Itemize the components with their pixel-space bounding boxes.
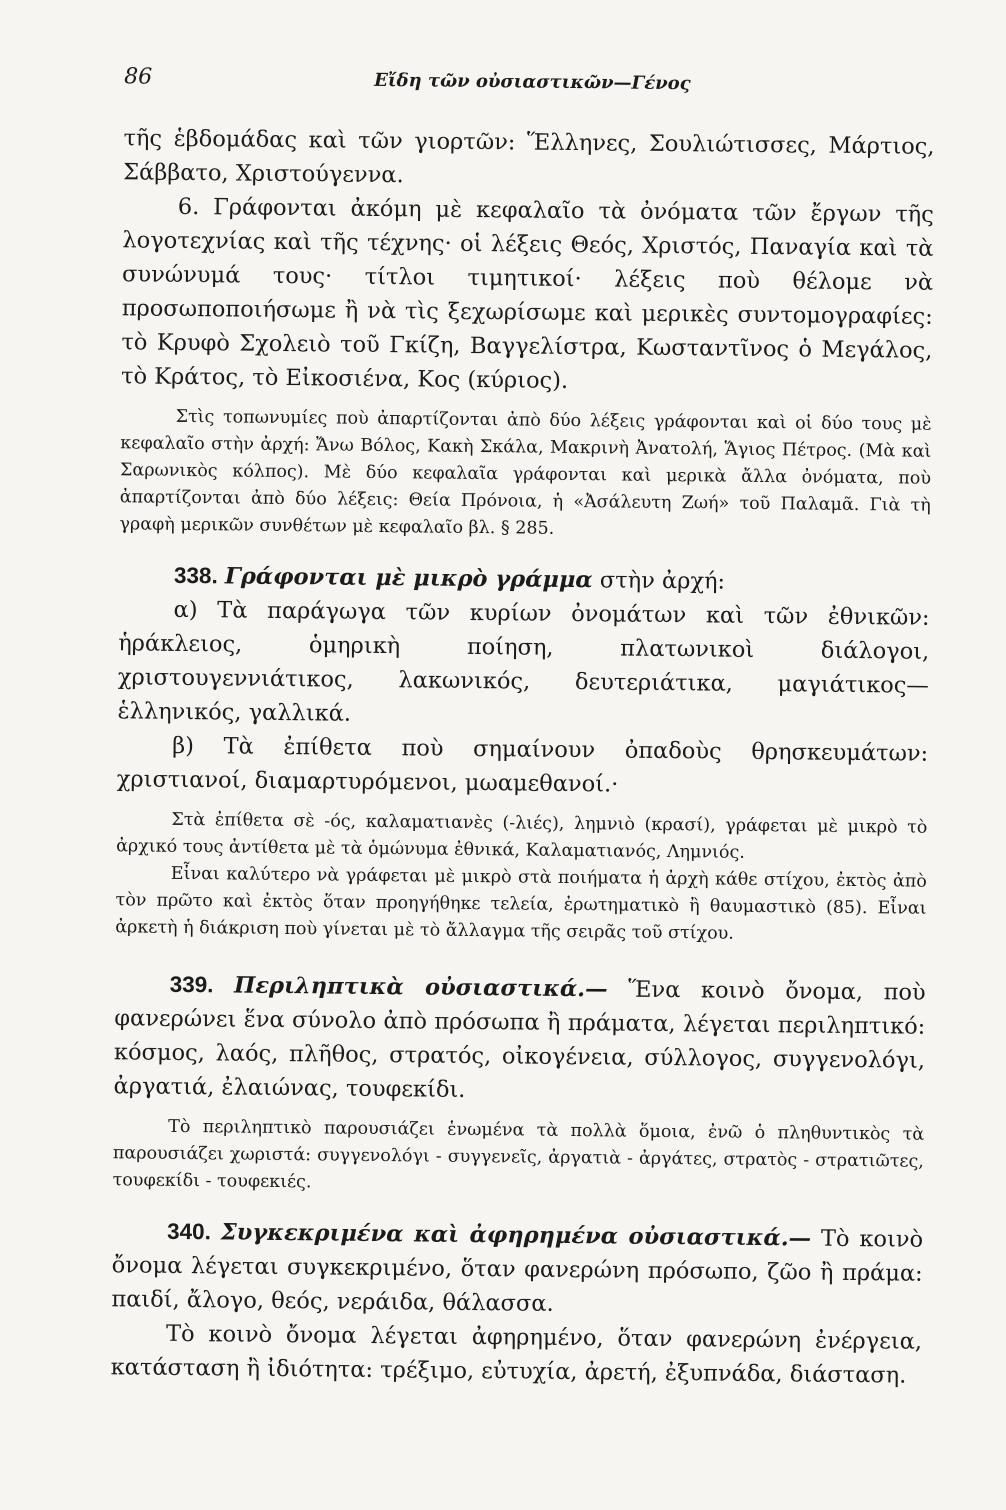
section-339-paragraph [113,967,925,1111]
toponyms-note: Στὶς τοπωνυμίες ποὺ ἀπαρτίζονται ἀπὸ δύο λέξεις γράφονται καὶ οἱ δύο τους μὲ κεφαλαῖο στὴν ἀρχή: Ἄνω Βόλος, Κακὴ Σκάλα, Μακρινὴ Ἀνατολή, Ἅγιος Πέτρος. (Μὰ καὶ Σαρωνικὸς κόλπος). Μὲ δύο κεφαλαῖα γράφονται καὶ μερικὰ ἄλλα ὀνόματα, ποὺ ἀπαρτίζονται ἀπὸ δύο λέξεις: Θεία Πρόνοια, ἡ «Ἀσάλευτη Ζωή» τοῦ Παλαμᾶ. Γιὰ τὴ γραφὴ μερικῶν συνθέτων μὲ κεφαλαῖο βλ. § 285. [119,406,932,539]
section-339-number: 339. [169,971,214,998]
continuation-paragraph: τῆς ἑβδομάδας καὶ τῶν γιορτῶν: Ἕλληνες, Σουλιώτισσες, Μάρτιος, Σάββατο, Χριστούγεννα. [123,125,935,189]
collective-note: Τὸ περιληπτικὸ παρουσιάζει ἑνωμένα τὰ πολλὰ ὅμοια, ἐνῶ ὁ πληθυντικὸς τὰ παρουσιάζει χωριστά: συγγενολόγι - συγγενεῖς, ἀργατιὰ - ἀργάτες, στρατὸς - στρατιῶτες, τουφεκίδι - τουφεκιές. [112,1116,925,1193]
section-338-rest: στὴν ἀρχή: [599,567,726,595]
section-338-number: 338. [173,562,218,589]
adjectives-note: Στὰ ἐπίθετα σὲ -ός, καλαματιανὲς (-λιές), λημνιὸ (κρασί), γράφεται μὲ μικρὸ τὸ ἀρχικό τους ἀντίθετα μὲ τὰ ὁμώνυμα ἐθνικά, Καλαματιανός, Λημνιός. [116,809,928,863]
section-338-item-b: β) Τὰ ἐπίθετα ποὺ σημαίνουν ὀπαδοὺς θρησκευμάτων: χριστιανοί, διαμαρτυρόμενοι, μωαμεθανοί.· [116,732,929,798]
section-340-title: Συγκεκριμένα καὶ ἀφηρημένα οὐσιαστικά.— [220,1219,812,1252]
section-339-text: Ἕνα κοινὸ ὄνομα, ποὺ φανερώνει ἕνα σύνολο ἀπὸ πρόσωπα ἢ πράματα, λέγεται περιληπτικό: κόσμος, λαός, πλῆθος, στρατός, οἰκογένεια, σύλλογος, συγγενολόγι, ἀργατιά, ἐλαιώνας, τουφεκίδι. [113,976,926,1103]
section-339-title: Περιληπτικὰ οὐσιαστικά.— [233,972,608,1003]
section-340-text: Τὸ κοινὸ ὄνομα λέγεται συγκεκριμένο, ὅταν φανερώνη πρόσωπο, ζῶο ἢ πράμα: παιδί, ἄλογο, θεός, νεράιδα, θάλασσα. [111,1225,924,1317]
section-338-item-a: α) Τὰ παράγωγα τῶν κυρίων ὀνομάτων καὶ τῶν ἐθνικῶν: ἡράκλειος, ὁμηρικὴ ποίηση, πλατωνικοὶ διάλογοι, χριστουγεννιάτικος, λακωνικός, δευτεριάτικα, μαγιάτικος—ἑλληνικός, γαλλικά. [117,596,930,727]
running-title: Εἴδη τῶν οὐσιαστικῶν—Γένος [374,69,691,95]
page-number: 86 [124,64,153,90]
section-338-title: Γράφονται μὲ μικρὸ γράμμα [224,563,593,594]
rule-6-paragraph: 6. Γράφονται ἀκόμη μὲ κεφαλαῖο τὰ ὀνόματα τῶν ἔργων τῆς λογοτεχνίας καὶ τῆς τέχνης· οἱ λέξεις Θεός, Χριστός, Παναγία καὶ τὰ συνώνυμά τους· τίτλοι τιμητικοί· λέξεις ποὺ θέλομε νὰ προσωποποιήσωμε ἢ νὰ τὶς ξεχωρίσωμε καὶ μερικὲς συντομογραφίες: τὸ Κρυφὸ Σχολειὸ τοῦ Γκίζη, Βαγγελίστρα, Κωσταντῖνος ὁ Μεγάλος, τὸ Κράτος, τὸ Εἰκοσιένα, Κος (κύριος). [120,193,934,394]
poems-note: Εἶναι καλύτερο νὰ γράφεται μὲ μικρὸ στὰ ποιήματα ἡ ἀρχὴ κάθε στίχου, ἐκτὸς ἀπὸ τὸν πρῶτο καὶ ἐκτὸς ὅταν προηγήθηκε τελεία, ἐρωτηματικὸ ἢ θαυμαστικὸ (85). Εἶναι ἀρκετὴ ἡ διάκριση ποὺ γίνεται μὲ τὸ ἄλλαγμα τῆς σειρᾶς τοῦ στίχου. [115,863,927,944]
section-340-paragraph [111,1214,923,1324]
page-header [124,49,936,117]
abstract-nouns-paragraph: Τὸ κοινὸ ὄνομα λέγεται ἀφηρημένο, ὅταν φανερώνη ἐνέργεια, κατάσταση ἢ ἰδιότητα: τρέξιμο, εὐτυχία, ἀρετή, ἐξυπνάδα, διάσταση. [110,1320,923,1389]
section-340-number: 340. [166,1218,212,1245]
